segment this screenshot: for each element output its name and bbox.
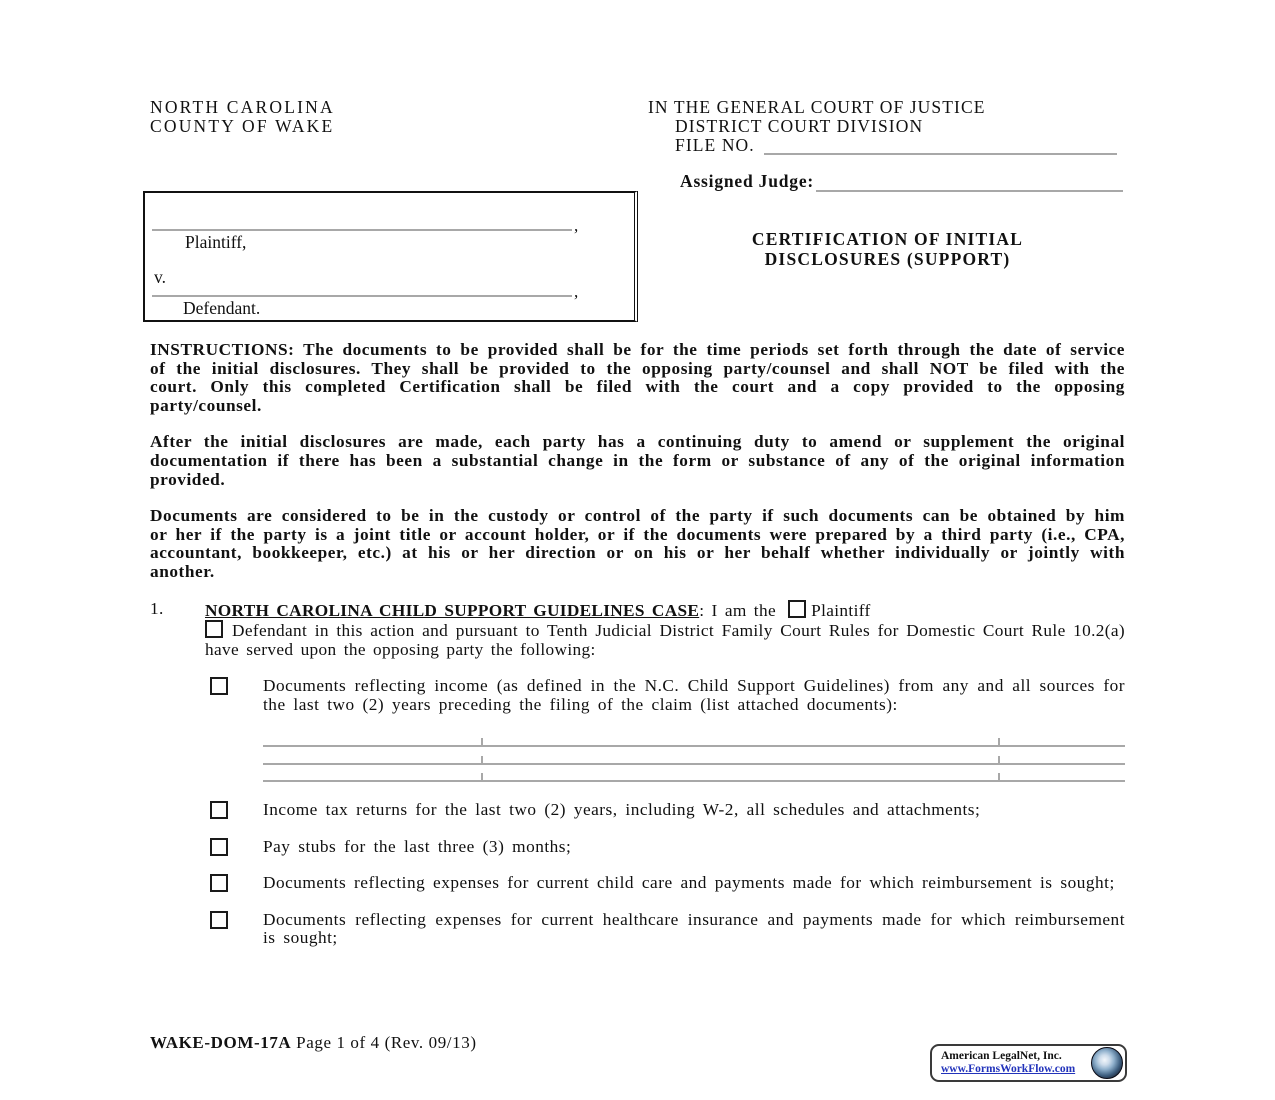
footer-page-info: Page 1 of 4 (Rev. 09/13) bbox=[291, 1033, 477, 1052]
pay-stubs-checkbox[interactable] bbox=[210, 838, 228, 856]
item-number: 1. bbox=[150, 598, 164, 618]
globe-logo-icon bbox=[1091, 1047, 1123, 1079]
disclosure-checklist bbox=[150, 677, 1125, 948]
plaintiff-line-comma: , bbox=[574, 216, 579, 235]
defendant-checkbox[interactable] bbox=[205, 620, 223, 638]
plaintiff-name-input-line[interactable] bbox=[152, 215, 572, 231]
plaintiff-label: Plaintiff, bbox=[185, 232, 247, 252]
item1-heading: NORTH CAROLINA CHILD SUPPORT GUIDELINES CASE bbox=[205, 600, 700, 620]
badge-company-name: American LegalNet, Inc. bbox=[941, 1050, 1062, 1062]
form-body bbox=[150, 341, 1125, 948]
badge-website-link[interactable]: www.FormsWorkFlow.com bbox=[941, 1063, 1076, 1075]
checklist-item-tax-returns bbox=[150, 801, 1125, 820]
case-caption-box bbox=[143, 191, 638, 322]
county-line: COUNTY OF WAKE bbox=[150, 116, 335, 136]
income-documents-checkbox[interactable] bbox=[210, 677, 228, 695]
state-line: NORTH CAROLINA bbox=[150, 97, 335, 117]
checklist-item-text: Documents reflecting income (as defined in the N.C. Child Support Guidelines) from any and all sources for the last two (2) years preceding the filing of the claim (list attached documents): bbox=[263, 676, 1125, 714]
document-title-line2: DISCLOSURES (SUPPORT) bbox=[764, 249, 1011, 269]
table-cell-line[interactable] bbox=[998, 763, 1125, 783]
item1-first-line bbox=[205, 600, 1125, 621]
item1-continuation bbox=[205, 620, 1125, 659]
checklist-item-text: Documents reflecting expenses for current healthcare insurance and payments made for which reimbursement is sought; bbox=[263, 909, 1125, 948]
table-row bbox=[263, 728, 1125, 746]
checklist-item-text: Pay stubs for the last three (3) months; bbox=[263, 836, 572, 856]
checklist-item-child-care-expenses bbox=[150, 874, 1125, 893]
file-no-label: FILE NO. bbox=[675, 135, 755, 155]
custody-control-paragraph: Documents are considered to be in the custody or control of the party if such documents can be obtained by him or her if the party is a joint title or account holder, or if the documents were prepared by a third party (i.e., CPA, accountant, bookkeeper, etc.) at his or her direction or on his or her behalf whether individually or jointly with another. bbox=[150, 506, 1125, 581]
defendant-line-comma: , bbox=[574, 282, 579, 301]
tax-returns-checkbox[interactable] bbox=[210, 801, 228, 819]
assigned-judge-row bbox=[680, 171, 1123, 192]
versus-label: v. bbox=[154, 267, 166, 287]
healthcare-insurance-checkbox[interactable] bbox=[210, 911, 228, 929]
item1-continuation-text: in this action and pursuant to Tenth Judicial District Family Court Rules for Domestic Court Rule 10.2(a) have served upon the opposing party the following: bbox=[205, 621, 1126, 659]
continuing-duty-paragraph: After the initial disclosures are made, each party has a continuing duty to amend or supplement the original documentation if there has been a substantial change in the form or substance of any of the original information provided. bbox=[150, 432, 1125, 489]
file-no-input-line[interactable] bbox=[764, 138, 1117, 155]
court-header-right bbox=[648, 98, 1125, 155]
table-cell-line[interactable] bbox=[263, 763, 481, 783]
item1-after-heading: : I am the bbox=[699, 600, 776, 620]
defendant-label: Defendant. bbox=[183, 298, 261, 318]
checklist-item-text: Income tax returns for the last two (2) years, including W-2, all schedules and attachments; bbox=[263, 800, 981, 819]
document-title bbox=[650, 229, 1125, 269]
document-title-line1: CERTIFICATION OF INITIAL bbox=[751, 229, 1024, 249]
instructions-paragraph: INSTRUCTIONS: The documents to be provided shall be for the time periods set forth through the date of service of the initial disclosures. They shall be provided to the opposing party/counsel and shall NOT be filed with the court. Only this completed Certification shall be filed with the court and a copy provided to the opposing party/counsel. bbox=[150, 340, 1125, 415]
assigned-judge-input-line[interactable] bbox=[816, 175, 1123, 192]
division-line: DISTRICT COURT DIVISION bbox=[675, 116, 924, 136]
assigned-judge-label: Assigned Judge: bbox=[680, 171, 815, 191]
defendant-name-input-line[interactable] bbox=[152, 281, 572, 297]
checklist-item-text: Documents reflecting expenses for current child care and payments made for which reimbursement is sought; bbox=[263, 873, 1115, 893]
legalnet-badge bbox=[930, 1044, 1127, 1082]
defendant-option-label: Defendant bbox=[232, 621, 308, 641]
table-cell-line[interactable] bbox=[481, 763, 998, 783]
checklist-item-healthcare-insurance bbox=[150, 911, 1125, 948]
numbered-item-1 bbox=[150, 600, 1125, 660]
child-care-expenses-checkbox[interactable] bbox=[210, 874, 228, 892]
table-row bbox=[263, 763, 1125, 781]
court-header-left bbox=[150, 98, 335, 136]
court-name-line: IN THE GENERAL COURT OF JUSTICE bbox=[648, 97, 986, 117]
footer-form-code: WAKE-DOM-17A bbox=[150, 1033, 292, 1052]
checklist-item-pay-stubs bbox=[150, 838, 1125, 857]
attached-documents-blank-table bbox=[263, 728, 1125, 781]
checklist-item-income-documents bbox=[150, 677, 1125, 714]
plaintiff-option-label: Plaintiff bbox=[811, 600, 871, 620]
table-row bbox=[263, 745, 1125, 763]
plaintiff-checkbox[interactable] bbox=[788, 600, 806, 618]
footer-form-id bbox=[150, 1033, 477, 1053]
